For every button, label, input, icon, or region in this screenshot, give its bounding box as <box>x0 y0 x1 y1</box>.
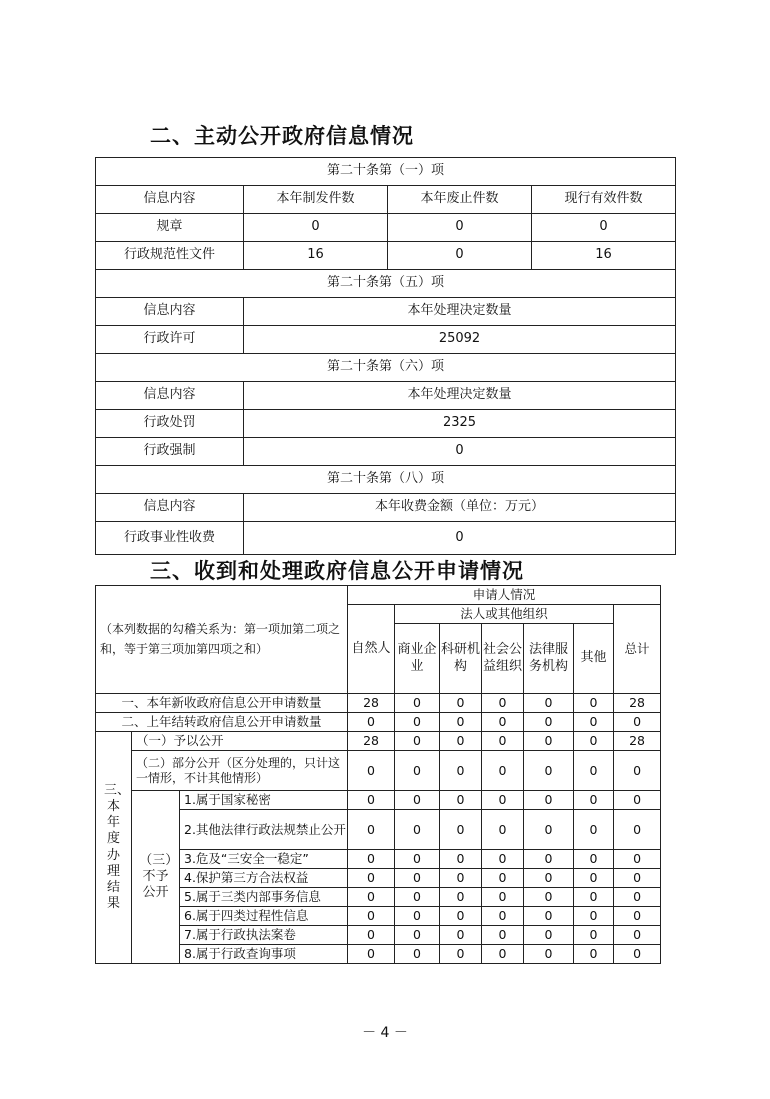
table-row <box>96 791 661 810</box>
research-header: 科研机构 <box>440 624 482 694</box>
page-number: － 4 － <box>362 1025 408 1041</box>
table-row <box>96 945 661 964</box>
cell-value: 0 <box>348 713 395 732</box>
natural-person-header: 自然人 <box>348 605 395 694</box>
cell-value: 0 <box>574 732 614 751</box>
cell-value: 0 <box>574 850 614 869</box>
cell-value: 0 <box>482 850 524 869</box>
cell-value: 0 <box>482 907 524 926</box>
cell-value: 0 <box>395 791 440 810</box>
cell-value: 2325 <box>244 410 676 438</box>
section-2-title: 二、主动公开政府信息情况 <box>150 124 414 148</box>
cell-value: 0 <box>440 713 482 732</box>
cell-value: 0 <box>614 713 661 732</box>
cell-value: 0 <box>482 869 524 888</box>
row-label: 行政许可 <box>96 326 244 354</box>
cell-value: 0 <box>395 926 440 945</box>
cell-value: 0 <box>348 945 395 964</box>
column-header: 信息内容 <box>96 298 244 326</box>
row-label: 7.属于行政执法案卷 <box>180 926 348 945</box>
cell-value: 0 <box>482 751 524 791</box>
application-handling-table <box>95 585 661 964</box>
column-header: 本年处理决定数量 <box>244 382 676 410</box>
cell-value: 0 <box>524 869 574 888</box>
legal-entity-header: 法人或其他组织 <box>395 605 614 624</box>
cell-value: 0 <box>348 926 395 945</box>
column-header: 本年废止件数 <box>388 186 532 214</box>
section-3-title: 三、收到和处理政府信息公开申请情况 <box>150 559 524 583</box>
row-label: 一、本年新收政府信息公开申请数量 <box>96 694 348 713</box>
table-row <box>96 438 676 466</box>
row-label: 6.属于四类过程性信息 <box>180 907 348 926</box>
table-row <box>96 326 676 354</box>
cell-value: 0 <box>395 694 440 713</box>
cell-value: 0 <box>614 751 661 791</box>
row-label: 2.其他法律行政法规禁止公开 <box>180 810 348 850</box>
cell-value: 0 <box>614 810 661 850</box>
cell-value: 0 <box>532 214 676 242</box>
cell-value: 0 <box>395 907 440 926</box>
column-header: 信息内容 <box>96 186 244 214</box>
cell-value: 0 <box>482 713 524 732</box>
cell-value: 0 <box>524 694 574 713</box>
table-row <box>96 869 661 888</box>
table-row <box>96 522 676 555</box>
row-label: 1.属于国家秘密 <box>180 791 348 810</box>
cell-value: 0 <box>244 522 676 555</box>
applicant-header: 申请人情况 <box>348 586 661 605</box>
cell-value: 0 <box>348 888 395 907</box>
cell-value: 0 <box>440 888 482 907</box>
proactive-disclosure-table <box>95 157 676 555</box>
table-row <box>96 732 661 751</box>
cell-value: 0 <box>395 869 440 888</box>
withheld-label: （三）不予公开 <box>132 791 180 964</box>
group-header: 第二十条第（六）项 <box>96 354 676 382</box>
cell-value: 0 <box>395 713 440 732</box>
cell-value: 0 <box>524 888 574 907</box>
reconciliation-note: （本列数据的勾稽关系为：第一项加第二项之和，等于第三项加第四项之和） <box>96 586 348 694</box>
total-header: 总计 <box>614 605 661 694</box>
cell-value: 0 <box>395 732 440 751</box>
group-header: 第二十条第（五）项 <box>96 270 676 298</box>
cell-value: 0 <box>348 751 395 791</box>
public-welfare-header: 社会公益组织 <box>482 624 524 694</box>
cell-value: 0 <box>348 907 395 926</box>
cell-value: 16 <box>244 242 388 270</box>
cell-value: 0 <box>574 869 614 888</box>
cell-value: 0 <box>614 869 661 888</box>
cell-value: 0 <box>482 926 524 945</box>
row-label: （一）予以公开 <box>132 732 348 751</box>
cell-value: 0 <box>440 791 482 810</box>
cell-value: 28 <box>614 732 661 751</box>
row-label: （二）部分公开（区分处理的，只计这一情形，不计其他情形） <box>132 751 348 791</box>
cell-value: 25092 <box>244 326 676 354</box>
cell-value: 0 <box>440 810 482 850</box>
cell-value: 0 <box>440 694 482 713</box>
cell-value: 0 <box>348 791 395 810</box>
table-row <box>96 214 676 242</box>
cell-value: 0 <box>440 945 482 964</box>
commercial-header: 商业企业 <box>395 624 440 694</box>
cell-value: 0 <box>614 926 661 945</box>
cell-value: 0 <box>524 732 574 751</box>
row-label: 行政强制 <box>96 438 244 466</box>
cell-value: 0 <box>348 810 395 850</box>
table-row <box>96 694 661 713</box>
cell-value: 0 <box>574 713 614 732</box>
cell-value: 28 <box>348 732 395 751</box>
group-header: 第二十条第（八）项 <box>96 466 676 494</box>
row3-label: 三、本年度办理结果 <box>96 732 132 964</box>
cell-value: 0 <box>524 713 574 732</box>
other-header: 其他 <box>574 624 614 694</box>
cell-value: 0 <box>574 751 614 791</box>
group-header: 第二十条第（一）项 <box>96 158 676 186</box>
table-row <box>96 850 661 869</box>
column-header: 信息内容 <box>96 494 244 522</box>
cell-value: 0 <box>440 907 482 926</box>
cell-value: 0 <box>574 907 614 926</box>
cell-value: 0 <box>524 907 574 926</box>
column-header: 信息内容 <box>96 382 244 410</box>
column-header: 本年收费金额（单位：万元） <box>244 494 676 522</box>
cell-value: 0 <box>482 732 524 751</box>
column-header: 本年处理决定数量 <box>244 298 676 326</box>
cell-value: 28 <box>614 694 661 713</box>
row-label: 行政处罚 <box>96 410 244 438</box>
legal-service-header: 法律服务机构 <box>524 624 574 694</box>
row-label: 行政规范性文件 <box>96 242 244 270</box>
cell-value: 0 <box>482 694 524 713</box>
cell-value: 0 <box>348 850 395 869</box>
table-row <box>96 242 676 270</box>
cell-value: 0 <box>574 810 614 850</box>
cell-value: 0 <box>395 945 440 964</box>
cell-value: 0 <box>482 945 524 964</box>
cell-value: 16 <box>532 242 676 270</box>
cell-value: 0 <box>524 850 574 869</box>
cell-value: 0 <box>440 926 482 945</box>
cell-value: 0 <box>348 869 395 888</box>
cell-value: 0 <box>440 850 482 869</box>
cell-value: 0 <box>574 945 614 964</box>
cell-value: 0 <box>440 751 482 791</box>
row-label: 二、上年结转政府信息公开申请数量 <box>96 713 348 732</box>
table-row <box>96 410 676 438</box>
cell-value: 0 <box>482 791 524 810</box>
table-row <box>96 888 661 907</box>
cell-value: 0 <box>482 810 524 850</box>
cell-value: 0 <box>388 242 532 270</box>
row-label: 4.保护第三方合法权益 <box>180 869 348 888</box>
table-row <box>96 810 661 850</box>
table-row <box>96 713 661 732</box>
cell-value: 0 <box>614 791 661 810</box>
cell-value: 0 <box>395 751 440 791</box>
cell-value: 0 <box>524 810 574 850</box>
cell-value: 0 <box>574 791 614 810</box>
row-label: 5.属于三类内部事务信息 <box>180 888 348 907</box>
cell-value: 0 <box>524 791 574 810</box>
cell-value: 0 <box>482 888 524 907</box>
cell-value: 0 <box>574 888 614 907</box>
cell-value: 0 <box>614 888 661 907</box>
row-label: 3.危及“三安全一稳定” <box>180 850 348 869</box>
table-row <box>96 926 661 945</box>
cell-value: 0 <box>524 926 574 945</box>
cell-value: 0 <box>614 907 661 926</box>
cell-value: 0 <box>614 850 661 869</box>
cell-value: 28 <box>348 694 395 713</box>
cell-value: 0 <box>524 945 574 964</box>
cell-value: 0 <box>388 214 532 242</box>
column-header: 现行有效件数 <box>532 186 676 214</box>
cell-value: 0 <box>440 732 482 751</box>
cell-value: 0 <box>244 214 388 242</box>
row-label: 规章 <box>96 214 244 242</box>
table-row <box>96 751 661 791</box>
row-label: 8.属于行政查询事项 <box>180 945 348 964</box>
column-header: 本年制发件数 <box>244 186 388 214</box>
cell-value: 0 <box>524 751 574 791</box>
cell-value: 0 <box>440 869 482 888</box>
cell-value: 0 <box>244 438 676 466</box>
cell-value: 0 <box>395 810 440 850</box>
cell-value: 0 <box>395 850 440 869</box>
row-label: 行政事业性收费 <box>96 522 244 555</box>
cell-value: 0 <box>574 694 614 713</box>
cell-value: 0 <box>574 926 614 945</box>
table-row <box>96 907 661 926</box>
cell-value: 0 <box>395 888 440 907</box>
cell-value: 0 <box>614 945 661 964</box>
